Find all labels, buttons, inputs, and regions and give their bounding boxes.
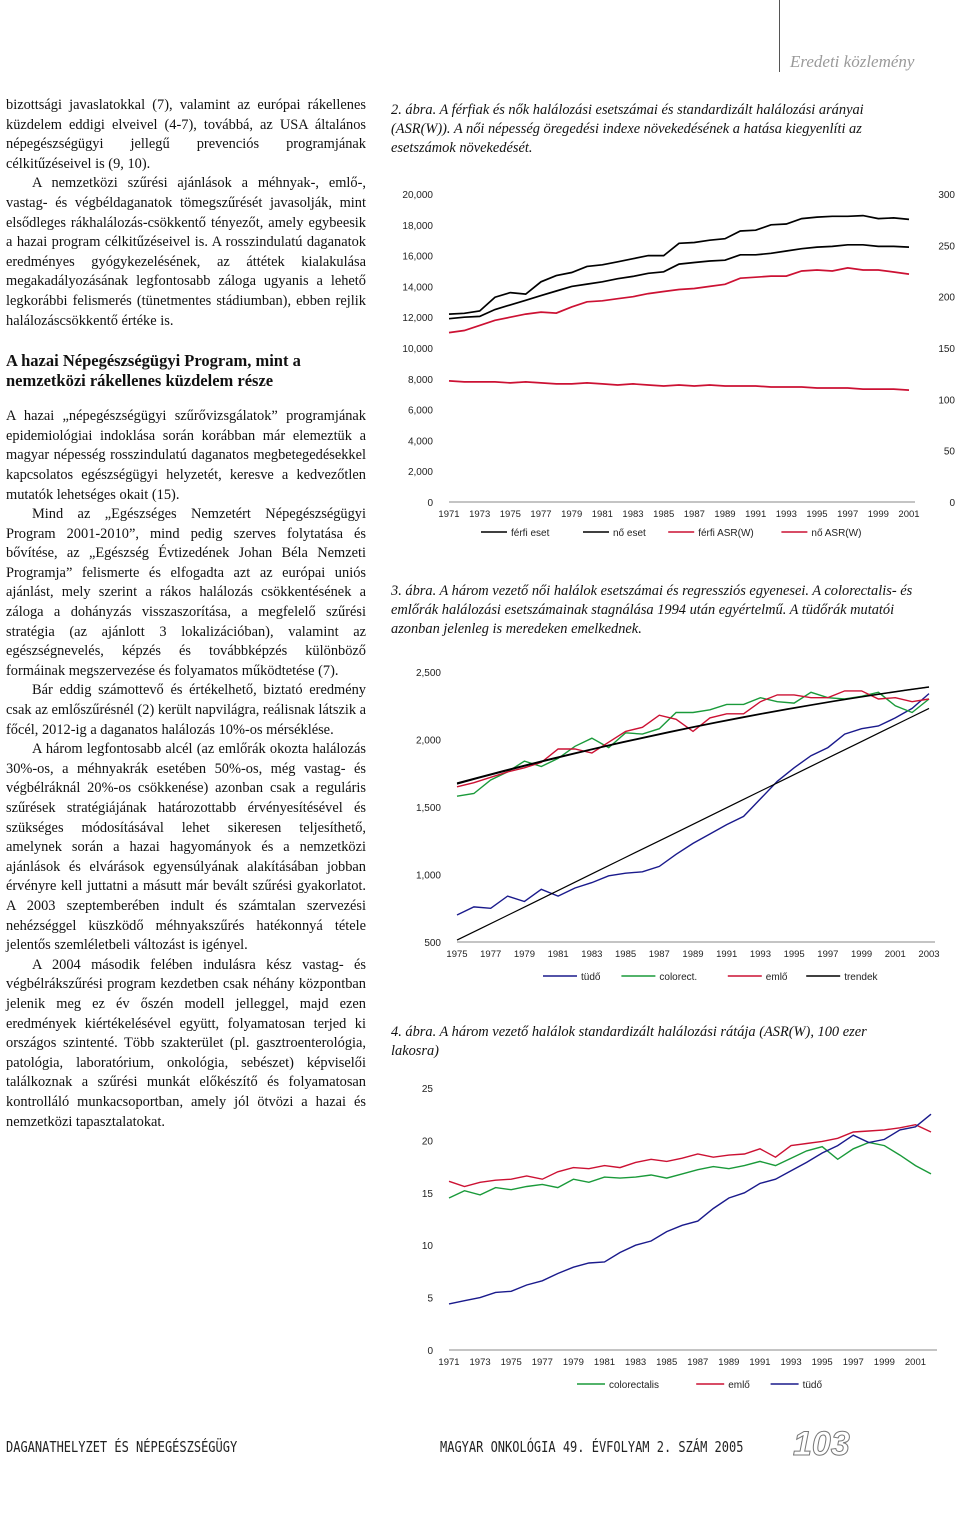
y-right-tick-label: 0	[949, 498, 955, 509]
x-tick-label: 1985	[615, 949, 637, 960]
left-text-column	[6, 96, 366, 1132]
x-tick-label: 1987	[687, 1357, 709, 1368]
x-tick-label: 1993	[775, 509, 797, 520]
legend-label: nő ASR(W)	[811, 528, 862, 539]
trend-line	[457, 708, 929, 940]
y-tick-label: 4,000	[407, 436, 433, 448]
x-tick-label: 1979	[513, 949, 535, 960]
figure-3-caption	[391, 582, 921, 639]
y-tick-label: 6,000	[407, 405, 433, 417]
figure-3-chart	[391, 660, 951, 1000]
x-tick-label: 1983	[622, 509, 644, 520]
x-tick-label: 1995	[783, 949, 805, 960]
x-tick-label: 1983	[581, 949, 603, 960]
x-tick-label: 1985	[653, 509, 675, 520]
x-tick-label: 1975	[499, 509, 521, 520]
x-tick-label: 2003	[918, 949, 940, 960]
x-tick-label: 2001	[884, 949, 906, 960]
x-tick-label: 1997	[837, 509, 859, 520]
figure-caption-text: A férfiak és nők halálozási esetszámai és standardizált halálozási arányai (ASR(W)). A női népesség öregedési indexe növekedésének a hatása kiegyenlíti az esetszámok növekedését.	[391, 102, 864, 156]
y-right-tick-label: 50	[943, 446, 955, 458]
series-line-f-rfi-asr-w-	[449, 268, 909, 333]
y-tick-label: 500	[424, 938, 441, 949]
series-line-t-d-	[449, 1114, 931, 1304]
x-tick-label: 1981	[591, 509, 613, 520]
x-tick-label: 1981	[593, 1357, 616, 1368]
x-tick-label: 1971	[438, 509, 460, 520]
legend-label: tüdő	[802, 1380, 823, 1391]
x-tick-label: 1995	[811, 1357, 833, 1368]
x-tick-label: 1989	[682, 949, 704, 960]
x-tick-label: 1987	[648, 949, 670, 960]
x-tick-label: 1979	[561, 509, 583, 520]
x-tick-label: 1977	[480, 949, 502, 960]
y-right-tick-label: 300	[938, 190, 955, 201]
legend-label: tüdő	[581, 972, 601, 983]
figure-4-caption	[391, 1023, 911, 1061]
paragraph: Bár eddig számottevő és értékelhető, biztató eredmény csak az emlőszűrésnél (2) került napvilágra, reálisnak látszik a főcél, 2012-ig a daganatos halálozás 10%-os mérséklése.	[6, 682, 367, 738]
figure-number: 2. ábra.	[391, 102, 437, 118]
legend-label: emlő	[765, 972, 788, 983]
paragraph: Mind az „Egészséges Nemzetért Népegészségügyi Program 2001-2010”, mind pedig szerves folytatása és bővítése, az „Egészség Évtizedének Johan Béla Nemzeti Programja” felismerte és elfogadta azt az európai uniós ajánlást, mely szerint a rákos halálozás csökkentésének a záloga a dohányzás visszaszorítása, a megfelelő szűrési stratégia (az ajánlott 3 lokalizációban), valamint az egészségnevelés, képzés és továbbképzés különböző formáinak megszervezése és folyamatos működtetése (7).	[6, 506, 366, 679]
figure-2-caption	[391, 101, 921, 158]
x-tick-label: 1999	[867, 509, 889, 520]
page-number: 103	[793, 1425, 850, 1463]
y-tick-label: 25	[421, 1084, 433, 1095]
y-tick-label: 5	[427, 1293, 433, 1305]
figure-4-chart	[391, 1078, 951, 1398]
legend-label: trendek	[844, 972, 878, 983]
y-tick-label: 2,000	[415, 735, 441, 747]
trend-line	[457, 687, 929, 783]
paragraph: A nemzetközi szűrési ajánlások a méhnyak-, emlő-, vastag- és végbéldaganatok tömegszűrését javasolják, mint elsődleges rákhalálozás-csökkentő tényezőt, amely egybeesik a hazai program célkitűzéseivel is. A rosszindulatú daganatok eredményes gyógykezelésének, az áttétek kialakulása megakadályozásának legfontosabb záloga ugyanis a lehető legkorábbi felismerés (tünetmentes stádiumban), ebben rejlik halálozáscsökkentő értéke is.	[6, 175, 366, 329]
y-tick-label: 8,000	[407, 374, 433, 386]
series-line-eml-	[457, 691, 929, 787]
y-tick-label: 1,500	[415, 803, 441, 814]
y-tick-label: 10	[421, 1241, 433, 1253]
legend-label: emlő	[728, 1380, 750, 1391]
x-tick-label: 1975	[500, 1357, 522, 1368]
legend-label: férfi ASR(W)	[698, 528, 754, 539]
footer-running-title: DAGANATHELYZET ÉS NÉPEGÉSZSÉGÜGY	[6, 1438, 238, 1456]
legend-label: colorectalis	[609, 1380, 660, 1391]
x-tick-label: 1993	[749, 949, 771, 960]
figure-number: 4. ábra.	[391, 1024, 437, 1040]
x-tick-label: 2001	[898, 509, 920, 520]
x-tick-label: 1987	[683, 509, 705, 520]
x-tick-label: 1977	[530, 509, 552, 520]
x-tick-label: 1975	[446, 949, 468, 960]
legend-label: colorect.	[659, 972, 698, 983]
y-tick-label: 20	[421, 1136, 433, 1148]
legend-label: nő eset	[613, 528, 646, 539]
x-tick-label: 1989	[718, 1357, 740, 1368]
x-tick-label: 1985	[656, 1357, 678, 1368]
series-line-n-asr-w-	[449, 381, 909, 390]
x-tick-label: 1971	[438, 1357, 460, 1368]
y-tick-label: 2,000	[407, 467, 433, 479]
paragraph: A hazai „népegészségügyi szűrővizsgálatok” programjának epidemiológiai indoklása során korábban már elemeztük a magyar népesség rosszindulatú daganatos megbetegedésekkel kapcsolatos egészségügyi helyzetét, keresve a kedvezőtlen mutatók lehetséges okait (15).	[6, 408, 366, 503]
paragraph: A 2004 második felében indulásra kész vastag- és végbélrákszűrési program kezdetben csak néhány központban jelenik meg ez év őszén modell jelleggel, majd ezen eredmények kiértékelésével együtt, folyamatosan terjed ki országos szintenté. Több szakterület (pl. gasztroenterológia, patológia, laboratórium, onkológia, sebészet) képviselői találkoznak a szűrési munkát előkészítő és folyamatosan kontrolláló munkacsoportban, amely jól ötvözi a hazai és nemzetközi tapasztalatokat.	[6, 956, 366, 1130]
paragraph: A három legfontosabb alcél (az emlőrák okozta halálozás 30%-os, a méhnyakrák esetében 50%-os, még vastag- és végbélráknál 20%-os csökkenése) azonban csak a reguláris szűrések stratégiájának határozottabb érvényesítésével és szükséges módosításával lehet sikeresen teljesíthető, amelynek során a hazai hagyományok és a nemzetközi ajánlások és elvárások egyensúlyának alakításában jobban érvényre kell juttatni a másutt már bevált szűrési gyakorlatot. A 2003 szeptemberében indult és számtalan szervezési nehézséggel küszködő méhnyakszűrés hatékonnyá tétele jelentős szemléletbeli változást is igényel.	[6, 741, 366, 954]
figure-2-chart	[391, 182, 955, 552]
y-tick-label: 14,000	[402, 282, 433, 294]
x-tick-label: 1991	[749, 1357, 771, 1368]
series-line-colorectalis	[449, 1143, 931, 1199]
x-tick-label: 1997	[817, 949, 839, 960]
x-tick-label: 1997	[842, 1357, 864, 1368]
y-right-tick-label: 250	[938, 241, 955, 253]
x-tick-label: 1991	[716, 949, 738, 960]
y-tick-label: 10,000	[402, 344, 433, 355]
paragraph: bizottsági javaslatokkal (7), valamint az európai rákellenes küzdelem eddigi elveivel (4-7), továbbá, az USA általános népegészségügyi jellegű prevenciós programjának célkitűzéseivel is (9, 10).	[6, 97, 366, 172]
x-tick-label: 1991	[745, 509, 767, 520]
series-line-eml-	[449, 1125, 931, 1187]
figure-caption-text: A három vezető női halálok esetszámai és regressziós egyenesei. A colorectalis- és emlőrák halálozási esetszámainak stagnálása 1994 után egyértelmű. A tüdőrák mutatói azonban jelenleg is meredeken emelkednek.	[391, 583, 913, 637]
section-heading: A hazai Népegészségügyi Program, mint a nemzetközi rákellenes küzdelem része	[6, 351, 301, 391]
section-label: Eredeti közlemény	[790, 52, 915, 71]
y-tick-label: 15	[421, 1188, 433, 1200]
y-tick-label: 0	[427, 1346, 433, 1357]
x-tick-label: 1979	[562, 1357, 584, 1368]
x-tick-label: 1973	[469, 1357, 491, 1368]
y-tick-label: 0	[427, 498, 433, 509]
series-line-n-eset	[449, 245, 909, 319]
x-tick-label: 1999	[851, 949, 873, 960]
x-tick-label: 1993	[780, 1357, 802, 1368]
footer-journal: MAGYAR ONKOLÓGIA 49. ÉVFOLYAM 2. SZÁM 2005	[440, 1438, 744, 1456]
y-right-tick-label: 200	[938, 292, 955, 304]
figure-number: 3. ábra.	[391, 583, 437, 599]
y-tick-label: 18,000	[402, 220, 433, 232]
y-tick-label: 2,500	[415, 668, 441, 679]
trend-line	[457, 687, 929, 784]
y-right-tick-label: 150	[938, 344, 955, 355]
y-tick-label: 12,000	[402, 313, 433, 325]
figure-caption-text: A három vezető halálok standardizált halálozási rátája (ASR(W), 100 ezer lakosra)	[391, 1024, 867, 1059]
y-right-tick-label: 100	[938, 395, 955, 407]
x-tick-label: 1973	[469, 509, 491, 520]
y-tick-label: 16,000	[402, 251, 433, 263]
x-tick-label: 1995	[806, 509, 828, 520]
x-tick-label: 1989	[714, 509, 736, 520]
y-tick-label: 20,000	[402, 190, 433, 201]
x-tick-label: 1981	[547, 949, 569, 960]
y-tick-label: 1,000	[415, 870, 441, 882]
x-tick-label: 1983	[625, 1357, 647, 1368]
x-tick-label: 2001	[904, 1357, 927, 1368]
x-tick-label: 1999	[873, 1357, 895, 1368]
series-line-colorect-	[457, 692, 929, 796]
x-tick-label: 1977	[531, 1357, 553, 1368]
legend-label: férfi eset	[511, 528, 550, 539]
header-rule	[779, 0, 780, 72]
